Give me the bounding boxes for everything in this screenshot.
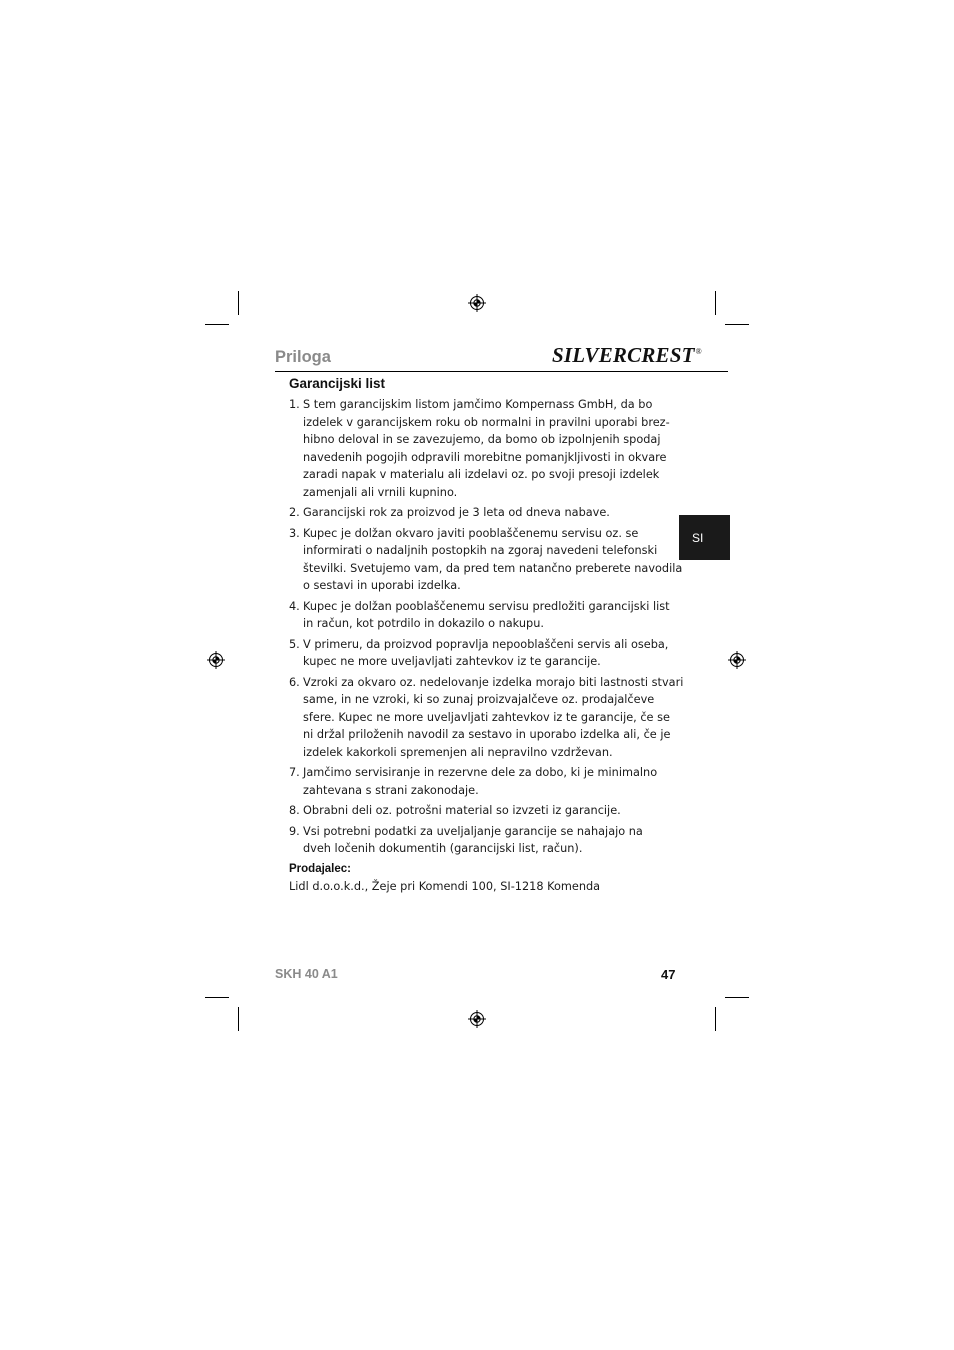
list-item xyxy=(289,504,669,522)
registration-mark-icon xyxy=(207,651,225,669)
list-item xyxy=(289,823,669,858)
item-text: S tem garancijskim listom jamčimo Kompernass GmbH, da bo izdelek v garancijskem roku ob normalni in pravilni uporabi brez- hibno deloval in se zavezujemo, da bomo ob izpolnjenih spodaj navedenih pogojih odpravili morebitne pomanjkljivosti in okvare zaradi napak v materialu ali izdelavi oz. po svoji presoji izdelek zamenjali ali vrnili kupnino. xyxy=(303,398,670,499)
list-item xyxy=(289,802,669,820)
item-text: Obrabni deli oz. potrošni material so izvzeti iz garancije. xyxy=(303,804,621,817)
warranty-section xyxy=(289,376,684,895)
seller-label: Prodajalec: xyxy=(289,862,351,875)
section-title: Priloga xyxy=(275,348,331,366)
item-number: 9. xyxy=(289,824,300,838)
registration-mark-icon xyxy=(468,294,486,312)
list-item xyxy=(289,764,669,799)
brand-logo xyxy=(552,343,702,368)
item-text: Vzroki za okvaro oz. nedelovanje izdelka morajo biti lastnosti stvari same, in ne vzroki, ki so zunaj proizvajalčeve oz. prodajalčeve sfere. Kupec ne more uveljavljati zahtevkov iz te garancije, če se ni držal priloženih navodil za sestavo in uporabo izdelka ali, če je izdelek kakorkoli spremenjen ali nepravilno vzdrževan. xyxy=(303,675,684,759)
item-text: V primeru, da proizvod popravlja nepooblaščeni servis ali oseba, kupec ne more uveljavljati zahtevkov iz te garancije. xyxy=(303,637,669,668)
item-text: Kupec je dolžan okvaro javiti pooblaščenemu servisu oz. se informirati o nadaljnih postopkih na zgoraj navedeni telefonski številki. Svetujemo vam, da pred tem natančno preberete navodila o sestavi in uporabi izdelka. xyxy=(303,526,683,592)
crop-mark xyxy=(725,997,749,998)
item-text: Vsi potrebni podatki za uveljaljanje garancije se nahajajo na dveh ločenih dokumentih (garancijski list, račun). xyxy=(303,824,643,855)
crop-mark xyxy=(715,1007,716,1031)
item-text: Garancijski rok za proizvod je 3 leta od dneva nabave. xyxy=(303,506,610,519)
header-rule xyxy=(275,371,728,372)
item-number: 8. xyxy=(289,804,300,817)
warranty-title: Garancijski list xyxy=(289,376,386,391)
crop-mark xyxy=(205,997,229,998)
warranty-conditions-list xyxy=(289,396,684,858)
item-number: 5. xyxy=(289,637,300,651)
brand-name: SILVERCREST xyxy=(552,343,695,367)
item-number: 3. xyxy=(289,526,300,540)
item-number: 1. xyxy=(289,398,300,411)
crop-mark xyxy=(715,291,716,315)
list-item xyxy=(289,525,683,595)
item-number: 6. xyxy=(289,675,300,689)
model-number: SKH 40 A1 xyxy=(275,967,338,981)
list-item xyxy=(289,598,669,633)
registration-mark-icon xyxy=(468,1010,486,1028)
crop-mark xyxy=(238,291,239,315)
crop-mark xyxy=(725,324,749,325)
list-item xyxy=(289,674,684,762)
list-item xyxy=(289,636,669,671)
seller-address: Lidl d.o.o.k.d., Žeje pri Komendi 100, SI-1218 Komenda xyxy=(289,879,601,893)
language-tab: SI xyxy=(679,515,730,560)
item-number: 4. xyxy=(289,599,300,613)
item-text: Jamčimo servisiranje in rezervne dele za dobo, ki je minimalno zahtevana s strani zakonodaje. xyxy=(303,766,658,797)
brand-registered-mark: ® xyxy=(695,347,702,356)
item-text: Kupec je dolžan pooblaščenemu servisu predložiti garancijski list in račun, kot potrdilo in dokazilo o nakupu. xyxy=(303,599,670,630)
list-item xyxy=(289,396,669,501)
crop-mark xyxy=(238,1007,239,1031)
item-number: 2. xyxy=(289,506,300,519)
registration-mark-icon xyxy=(728,651,746,669)
item-number: 7. xyxy=(289,766,300,779)
crop-mark xyxy=(205,324,229,325)
page-number: 47 xyxy=(661,967,676,982)
